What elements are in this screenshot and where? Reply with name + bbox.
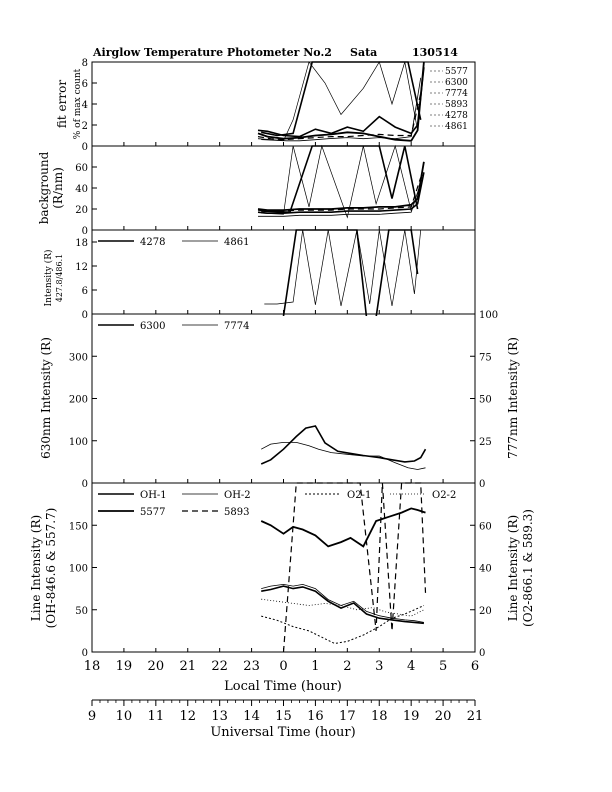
x-tick-label: 3 (375, 659, 384, 674)
x-tick-label: 23 (243, 659, 260, 674)
y-tick-label: 0 (81, 310, 88, 321)
y-tick-label-right: 25 (479, 436, 492, 448)
legend-label-7774: 7774 (224, 321, 250, 332)
legend-label-o2-2: O2-2 (432, 490, 457, 501)
y-tick-label: 18 (75, 238, 88, 249)
x-tick-label: 1 (311, 659, 320, 674)
panel-oxygen-lines (92, 314, 475, 483)
date-label: 130514 (412, 46, 458, 59)
y-tick-label-right: 50 (479, 394, 492, 406)
y-tick-label: 60 (75, 163, 88, 174)
ylabel-right2-line-intensity: (O2-866.1 & 589.3) (521, 509, 535, 627)
legend-label-5893: 5893 (224, 507, 250, 518)
ylabel-oxygen-lines: 630nm Intensity (R) (39, 337, 53, 459)
y-tick-label: 12 (75, 262, 88, 273)
ylabel2-fit-error: % of max count (73, 68, 83, 140)
series-line-6300 (258, 67, 424, 136)
series-line-7774 (258, 78, 421, 141)
ut-tick-label: 9 (87, 709, 97, 724)
series-line-5577 (261, 508, 425, 546)
x-tick-label: 21 (179, 659, 197, 674)
ylabel-right-oxygen-lines: 777nm Intensity (R) (506, 337, 520, 459)
species-label-7774: 7774 (445, 89, 468, 99)
ylabel2-line-intensity: (OH-846.6 & 557.7) (44, 507, 58, 629)
legend-label-4278: 4278 (140, 237, 166, 248)
x-tick-label: 2 (343, 659, 352, 674)
x-tick-label: 20 (147, 659, 165, 674)
species-label-4861: 4861 (445, 122, 468, 132)
y-tick-label: 4 (81, 100, 88, 111)
ylabel-line-intensity: Line Intensity (R) (29, 514, 43, 622)
ylabel-background: background (37, 151, 51, 225)
ylabel-intensity-short: Intensity (R) (44, 249, 54, 307)
legend-label-o2-1: O2-1 (347, 490, 372, 501)
y-tick-label-right: 75 (479, 352, 492, 364)
ut-tick-label: 16 (307, 709, 324, 724)
x-tick-label: 4 (407, 659, 416, 674)
y-tick-label: 2 (81, 121, 88, 132)
ut-tick-label: 19 (402, 709, 420, 724)
legend-label-4861: 4861 (224, 237, 250, 248)
ut-tick-label: 13 (211, 709, 228, 724)
y-tick-label-right: 0 (479, 479, 486, 490)
species-label-5893: 5893 (445, 100, 468, 110)
ylabel-right-line-intensity: Line Intensity (R) (506, 514, 520, 622)
x-tick-label: 5 (438, 659, 448, 674)
y-tick-label: 100 (68, 563, 88, 575)
ylabel-fit-error: fit error (55, 79, 69, 129)
legend-label-5577: 5577 (140, 507, 166, 518)
x-tick-label: 18 (83, 659, 101, 674)
series-line-4861 (261, 62, 417, 141)
ut-tick-label: 17 (339, 709, 356, 724)
legend-label-oh-2: OH-2 (224, 490, 251, 501)
y-tick-label: 0 (81, 648, 88, 659)
y-tick-label-right: 20 (479, 605, 492, 617)
x-tick-label: 6 (470, 659, 480, 674)
ut-tick-label: 10 (115, 709, 133, 724)
y-tick-label-right: 100 (479, 310, 499, 321)
y-tick-label: 20 (75, 205, 88, 216)
y-tick-label: 200 (68, 394, 88, 406)
y-tick-label: 0 (81, 479, 88, 490)
ut-tick-label: 20 (434, 709, 452, 724)
y-tick-label: 300 (68, 352, 88, 364)
ut-tick-label: 18 (370, 709, 388, 724)
series-line-4278 (261, 146, 417, 212)
y-tick-label: 6 (81, 286, 88, 297)
y-tick-label: 50 (75, 605, 88, 617)
series-line-4861 (264, 230, 420, 306)
chart-title: Airglow Temperature Photometer No.2 (93, 46, 332, 59)
series-line-6300 (261, 426, 425, 464)
ylabel2-background: (R/nm) (51, 167, 65, 209)
ut-tick-label: 14 (243, 709, 260, 724)
y-tick-label: 150 (68, 521, 88, 533)
ut-tick-label: 21 (466, 709, 484, 724)
panel-frames (92, 62, 475, 652)
y-tick-label: 8 (81, 58, 88, 69)
y-tick-label-right: 40 (479, 563, 492, 575)
series-line-4278 (261, 62, 421, 136)
ut-tick-label: 12 (179, 709, 197, 724)
series-line-5893 (284, 483, 426, 652)
y-tick-label: 6 (81, 79, 88, 90)
chart-marks (69, 58, 498, 724)
y-tick-label: 0 (81, 226, 88, 237)
y-tick-label: 0 (81, 142, 88, 153)
x-tick-label: 19 (115, 659, 133, 674)
legend-label-6300: 6300 (140, 321, 166, 332)
series-line-o2-1 (261, 606, 424, 644)
x-axis-label: Local Time (hour) (224, 679, 342, 694)
y-tick-label: 40 (75, 184, 88, 195)
species-label-6300: 6300 (445, 78, 468, 88)
legend-label-oh-1: OH-1 (140, 490, 167, 501)
y-tick-label-right: 0 (479, 648, 486, 659)
ut-tick-label: 11 (147, 709, 165, 724)
x-tick-label: 22 (211, 659, 228, 674)
y-tick-label: 100 (68, 436, 88, 448)
ylabel2-intensity-short: 427.8/486.1 (55, 253, 64, 303)
ut-tick-label: 15 (275, 709, 292, 724)
y-tick-label-right: 60 (479, 521, 492, 533)
site-name: Sata (350, 46, 378, 59)
species-label-5577: 5577 (445, 67, 468, 77)
species-label-4278: 4278 (445, 111, 468, 121)
x-axis2-label: Universal Time (hour) (210, 725, 356, 740)
x-tick-label: 0 (279, 659, 288, 674)
